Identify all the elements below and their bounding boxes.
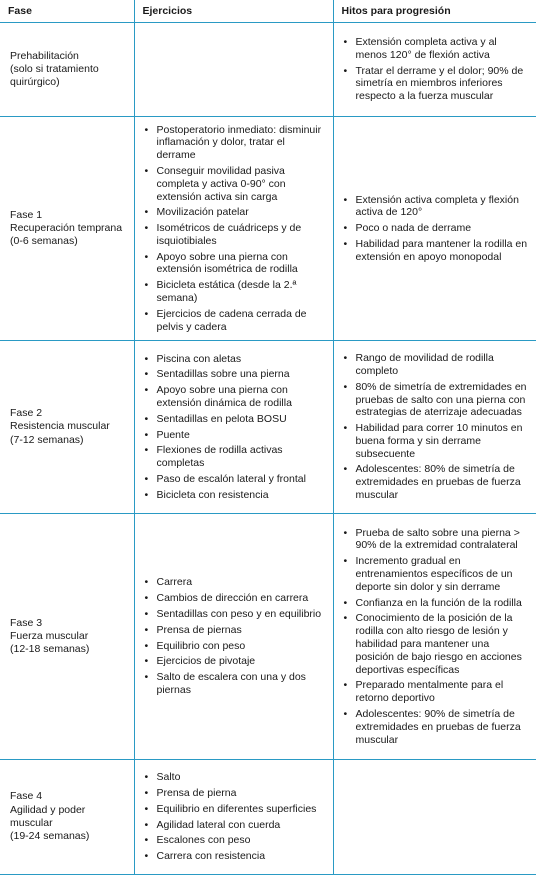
exercises-list bbox=[145, 771, 325, 863]
header-hitos: Hitos para progresión bbox=[333, 0, 536, 23]
milestones-list bbox=[344, 194, 529, 264]
phase-cell bbox=[0, 514, 134, 760]
list-item: • Equilibrio en diferentes superficies bbox=[145, 803, 325, 816]
phase-line: Recuperación temprana bbox=[10, 221, 123, 234]
list-item: • Bicicleta con resistencia bbox=[145, 489, 325, 502]
list-item: • Prensa de piernas bbox=[145, 624, 325, 637]
milestones-cell bbox=[333, 117, 536, 341]
phase-line: (19-24 semanas) bbox=[10, 830, 90, 843]
exercises-cell bbox=[134, 23, 333, 117]
list-item: • Preparado mentalmente para el retorno deportivo bbox=[344, 679, 529, 705]
list-item: • Prensa de pierna bbox=[145, 787, 325, 800]
list-item: • Adolescentes: 90% de simetría de extremidades en pruebas de fuerza muscular bbox=[344, 708, 529, 746]
phase-line: (0-6 semanas) bbox=[10, 235, 78, 248]
list-item: • Puente bbox=[145, 429, 325, 442]
phase-line: Fase 4 bbox=[10, 790, 43, 803]
list-item: • Extensión completa activa y al menos 120° de flexión activa bbox=[344, 36, 529, 62]
phase-line: Fase 1 bbox=[10, 208, 43, 221]
list-item: • Agilidad lateral con cuerda bbox=[145, 819, 325, 832]
table-row bbox=[0, 341, 536, 514]
phase-line: muscular bbox=[10, 817, 53, 829]
phase-line: Prehabilitación bbox=[10, 49, 79, 62]
list-item: • Sentadillas sobre una pierna bbox=[145, 368, 325, 381]
list-item: • Paso de escalón lateral y frontal bbox=[145, 473, 325, 486]
phase-cell bbox=[0, 23, 134, 117]
list-item: • 80% de simetría de extremidades en pruebas de salto con una pierna con estrategias de aterrizaje adecuadas bbox=[344, 381, 529, 419]
exercises-cell bbox=[134, 117, 333, 341]
list-item: • Sentadillas con peso y en equilibrio bbox=[145, 608, 325, 621]
list-item: • Movilización patelar bbox=[145, 206, 325, 219]
list-item: • Salto bbox=[145, 771, 325, 784]
list-item: • Postoperatorio inmediato: disminuir inflamación y dolor, tratar el derrame bbox=[145, 124, 325, 162]
header-ejercicios: Ejercicios bbox=[134, 0, 333, 23]
header-fase: Fase bbox=[0, 0, 134, 23]
list-item: • Ejercicios de cadena cerrada de pelvis y cadera bbox=[145, 308, 325, 334]
list-item: • Incremento gradual en entrenamientos específicos de un deporte sin dolor y sin derrame bbox=[344, 555, 529, 593]
milestones-list bbox=[344, 352, 529, 502]
phase-cell bbox=[0, 760, 134, 875]
list-item: • Cambios de dirección en carrera bbox=[145, 592, 325, 605]
list-item: • Flexiones de rodilla activas completas bbox=[145, 444, 325, 470]
list-item: • Bicicleta estática (desde la 2.ª semana) bbox=[145, 279, 325, 305]
phase-line: (solo si tratamiento bbox=[10, 62, 99, 75]
list-item: • Habilidad para mantener la rodilla en extensión en apoyo monopodal bbox=[344, 238, 529, 264]
table-row bbox=[0, 23, 536, 117]
phase-cell bbox=[0, 117, 134, 341]
milestones-list bbox=[344, 527, 529, 747]
list-item: • Salto de escalera con una y dos piernas bbox=[145, 671, 325, 697]
list-item: • Apoyo sobre una pierna con extensión isométrica de rodilla bbox=[145, 251, 325, 277]
exercises-list bbox=[145, 576, 325, 696]
list-item: • Piscina con aletas bbox=[145, 353, 325, 366]
phase-line: Agilidad y poder bbox=[10, 803, 86, 816]
list-item: • Sentadillas en pelota BOSU bbox=[145, 413, 325, 426]
phase-line: (7-12 semanas) bbox=[10, 433, 84, 446]
milestones-cell bbox=[333, 760, 536, 875]
exercises-cell bbox=[134, 760, 333, 875]
table-row bbox=[0, 117, 536, 341]
list-item: • Adolescentes: 80% de simetría de extremidades en pruebas de fuerza muscular bbox=[344, 463, 529, 501]
list-item: • Conocimiento de la posición de la rodilla con alto riesgo de lesión y habilidad para mantener una posición de bajo riesgo en acciones deportivas específicas bbox=[344, 612, 529, 676]
milestones-cell bbox=[333, 514, 536, 760]
list-item: • Carrera con resistencia bbox=[145, 850, 325, 863]
list-item: • Escalones con peso bbox=[145, 834, 325, 847]
exercises-cell bbox=[134, 514, 333, 760]
list-item: • Equilibrio con peso bbox=[145, 640, 325, 653]
table-row bbox=[0, 514, 536, 760]
list-item: • Apoyo sobre una pierna con extensión dinámica de rodilla bbox=[145, 384, 325, 410]
list-item: • Extensión activa completa y flexión activa de 120° bbox=[344, 194, 529, 220]
exercises-list bbox=[145, 353, 325, 502]
list-item: • Carrera bbox=[145, 576, 325, 589]
header-row bbox=[0, 0, 536, 23]
list-item: • Isométricos de cuádriceps y de isquiotibiales bbox=[145, 222, 325, 248]
milestones-list bbox=[344, 36, 529, 103]
exercises-list bbox=[145, 124, 325, 334]
phase-line: Fuerza muscular bbox=[10, 629, 89, 642]
list-item: • Ejercicios de pivotaje bbox=[145, 655, 325, 668]
list-item: • Tratar el derrame y el dolor; 90% de simetría en miembros inferiores respecto a la fuerza muscular bbox=[344, 65, 529, 103]
phase-line: quirúrgico) bbox=[10, 76, 60, 89]
list-item: • Conseguir movilidad pasiva completa y activa 0-90° con extensión activa sin carga bbox=[145, 165, 325, 203]
phase-cell bbox=[0, 341, 134, 514]
list-item: • Poco o nada de derrame bbox=[344, 222, 529, 235]
phase-line: Fase 2 bbox=[10, 407, 43, 419]
phase-line: Resistencia muscular bbox=[10, 420, 110, 433]
list-item: • Rango de movilidad de rodilla completo bbox=[344, 352, 529, 378]
list-item: • Confianza en la función de la rodilla bbox=[344, 597, 529, 610]
phase-line: Fase 3 bbox=[10, 616, 43, 629]
table-row bbox=[0, 760, 536, 875]
list-item: • Habilidad para correr 10 minutos en buena forma y sin derrame subsecuente bbox=[344, 422, 529, 460]
phase-line: (12-18 semanas) bbox=[10, 643, 90, 656]
exercises-cell bbox=[134, 341, 333, 514]
milestones-cell bbox=[333, 23, 536, 117]
list-item: • Prueba de salto sobre una pierna > 90% de la extremidad contralateral bbox=[344, 527, 529, 553]
milestones-cell bbox=[333, 341, 536, 514]
